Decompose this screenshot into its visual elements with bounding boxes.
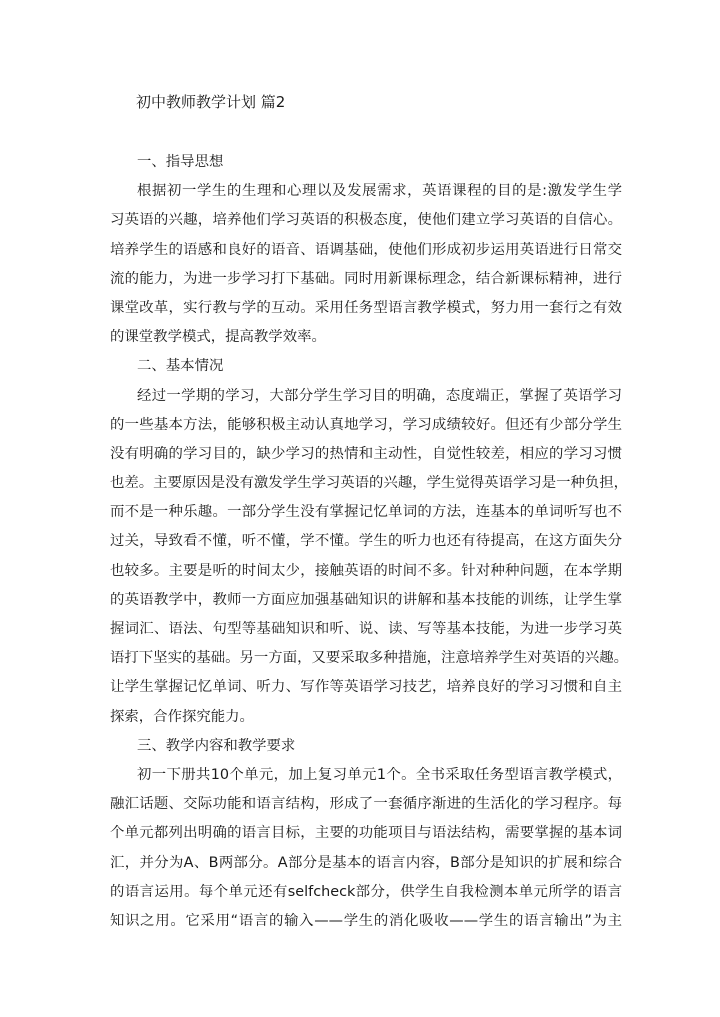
document-body bbox=[110, 148, 629, 936]
paragraph-line: 的一些基本方法，能够积极主动认真地学习，学习成绩较好。但还有少部分学生 bbox=[110, 416, 622, 433]
paragraph-line: 语打下坚实的基础。另一方面，又要采取多种措施，注意培养学生对英语的兴趣。 bbox=[110, 650, 629, 667]
paragraph-line: 习英语的兴趣，培养他们学习英语的积极态度，使他们建立学习英语的自信心。 bbox=[110, 212, 622, 229]
paragraph-line: 流的能力，为进一步学习打下基础。同时用新课标理念，结合新课标精神，进行 bbox=[110, 270, 622, 287]
paragraph-line: 培养学生的语感和良好的语音、语调基础，使他们形成初步运用英语进行日常交 bbox=[110, 241, 622, 258]
document-title: 初中教师教学计划 篇2 bbox=[136, 93, 286, 111]
paragraph-line: 汇，并分为A、B两部分。A部分是基本的语言内容，B部分是知识的扩展和综合 bbox=[110, 854, 622, 871]
paragraph-line: 让学生掌握记忆单词、听力、写作等英语学习技艺，培养良好的学习习惯和自主 bbox=[110, 679, 622, 696]
paragraph-line: 探索，合作探究能力。 bbox=[110, 708, 254, 725]
paragraph-line: 也差。主要原因是没有激发学生学习英语的兴趣，学生觉得英语学习是一种负担， bbox=[110, 475, 629, 492]
paragraph-line: 的课堂教学模式，提高教学效率。 bbox=[110, 329, 326, 346]
paragraph-line: 而不是一种乐趣。一部分学生没有掌握记忆单词的方法，连基本的单词听写也不 bbox=[110, 504, 622, 521]
paragraph-line: 没有明确的学习目的，缺少学习的热情和主动性，自觉性较差，相应的学习习惯 bbox=[110, 445, 622, 462]
section-heading: 二、基本情况 bbox=[137, 358, 224, 375]
section-heading: 三、教学内容和教学要求 bbox=[137, 737, 296, 754]
paragraph-line: 过关，导致看不懂，听不懂，学不懂。学生的听力也还有待提高，在这方面失分 bbox=[110, 533, 622, 550]
paragraph-line: 经过一学期的学习，大部分学生学习目的明确，态度端正，掌握了英语学习 bbox=[137, 387, 622, 404]
paragraph-line: 个单元都列出明确的语言目标，主要的功能项目与语法结构，需要掌握的基本词 bbox=[110, 825, 622, 842]
paragraph-line: 也较多。主要是听的时间太少，接触英语的时间不多。针对种种问题，在本学期 bbox=[110, 562, 622, 579]
paragraph-line: 握词汇、语法、句型等基础知识和听、说、读、写等基本技能，为进一步学习英 bbox=[110, 621, 622, 637]
paragraph-line: 课堂改革，实行教与学的互动。采用任务型语言教学模式，努力用一套行之有效 bbox=[110, 299, 622, 316]
paragraph-line: 初一下册共10个单元，加上复习单元1个。全书采取任务型语言教学模式， bbox=[137, 766, 622, 783]
paragraph-line: 知识之用。它采用“语言的输入——学生的消化吸收——学生的语言输出”为主 bbox=[110, 912, 622, 929]
section-heading: 一、指导思想 bbox=[137, 154, 224, 170]
paragraph-line: 融汇话题、交际功能和语言结构，形成了一套循序渐进的生活化的学习程序。每 bbox=[110, 796, 622, 813]
paragraph-line: 的英语教学中，教师一方面应加强基础知识的讲解和基本技能的训练，让学生掌 bbox=[110, 591, 622, 608]
paragraph-line: 根据初一学生的生理和心理以及发展需求，英语课程的目的是:激发学生学 bbox=[137, 183, 622, 200]
paragraph-line: 的语言运用。每个单元还有selfcheck部分，供学生自我检测本单元所学的语言 bbox=[110, 883, 622, 900]
